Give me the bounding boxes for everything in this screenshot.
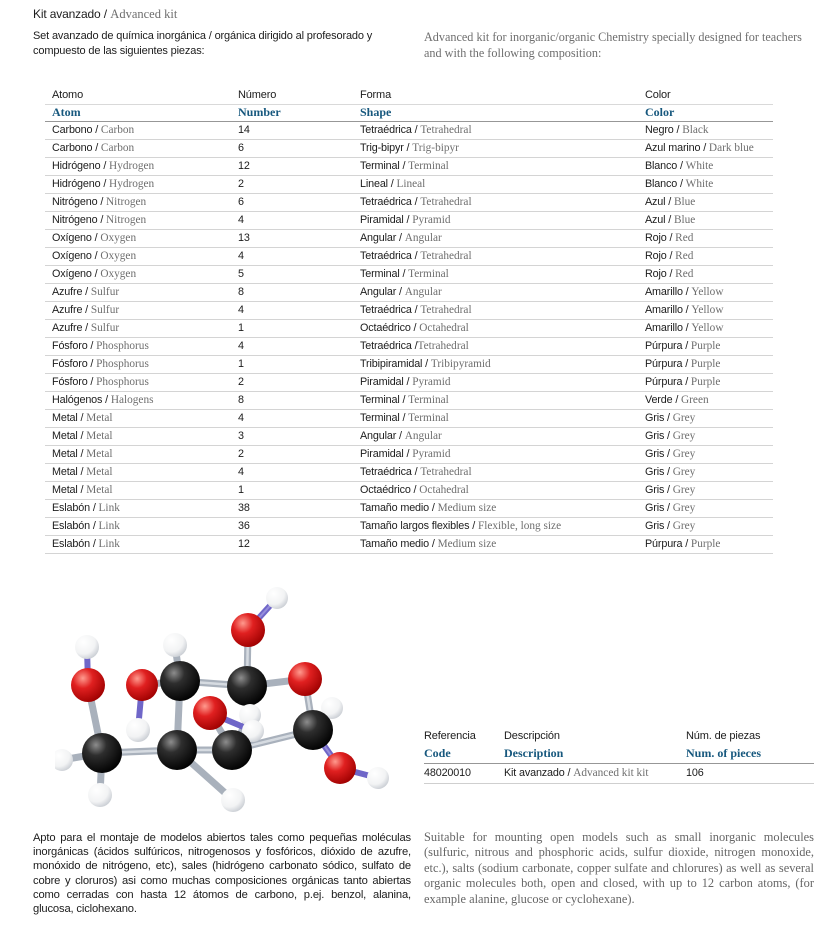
color-cell: Gris / Grey xyxy=(645,448,696,460)
shape-cell: Piramidal / Pyramid xyxy=(360,214,451,226)
atom-cell: Azufre / Sulfur xyxy=(52,322,120,334)
number-cell: 1 xyxy=(238,484,244,496)
number-cell: 4 xyxy=(238,304,244,316)
color-cell: Azul marino / Dark blue xyxy=(645,142,754,154)
shape-cell: Tamaño medio / Medium size xyxy=(360,538,497,550)
parts-table-row xyxy=(45,373,773,391)
parts-table-row xyxy=(45,463,773,481)
number-cell: 1 xyxy=(238,358,244,370)
atom-cell: Nitrógeno / Nitrogen xyxy=(52,196,147,208)
shape-cell: Octaédrico / Octahedral xyxy=(360,322,469,334)
shape-cell: Angular / Angular xyxy=(360,232,442,244)
shape-cell: Tetraédrica / Tetrahedral xyxy=(360,466,472,478)
atom-cell: Eslabón / Link xyxy=(52,538,120,550)
shape-cell: Terminal / Terminal xyxy=(360,412,449,424)
col-header-num-pieces: Num. of pieces xyxy=(686,746,761,761)
number-cell: 8 xyxy=(238,286,244,298)
parts-table-row xyxy=(45,445,773,463)
parts-table-row xyxy=(45,301,773,319)
number-cell: 1 xyxy=(238,322,244,334)
col-header-atom: Atom xyxy=(52,105,81,119)
col-header-numero: Número xyxy=(238,88,277,101)
color-cell: Gris / Grey xyxy=(645,520,696,532)
molecule-atoms xyxy=(55,587,389,812)
number-cell: 12 xyxy=(238,160,250,172)
number-cell: 8 xyxy=(238,394,244,406)
col-header-forma: Forma xyxy=(360,88,392,101)
parts-table-body xyxy=(45,121,773,553)
parts-table-row xyxy=(45,229,773,247)
number-cell: 3 xyxy=(238,430,244,442)
color-cell: Púrpura / Purple xyxy=(645,340,721,352)
shape-cell: Terminal / Terminal xyxy=(360,160,449,172)
parts-table-row xyxy=(45,283,773,301)
product-pieces-cell: 106 xyxy=(686,763,814,783)
parts-table-row xyxy=(45,319,773,337)
parts-table-row xyxy=(45,247,773,265)
parts-table-row xyxy=(45,175,773,193)
number-cell: 12 xyxy=(238,538,250,550)
atom-cell: Metal / Metal xyxy=(52,484,113,496)
atom-cell: Azufre / Sulfur xyxy=(52,304,120,316)
shape-cell: Terminal / Terminal xyxy=(360,394,449,406)
number-cell: 14 xyxy=(238,124,250,136)
color-cell: Azul / Blue xyxy=(645,214,696,226)
atom-cell: Eslabón / Link xyxy=(52,502,120,514)
atom-cell: Azufre / Sulfur xyxy=(52,286,120,298)
number-cell: 4 xyxy=(238,250,244,262)
number-cell: 36 xyxy=(238,520,250,532)
parts-table-row xyxy=(45,535,773,553)
col-header-color-en: Color xyxy=(645,105,675,119)
color-cell: Gris / Grey xyxy=(645,502,696,514)
col-header-atomo: Atomo xyxy=(52,88,84,101)
atom-cell: Oxígeno / Oxygen xyxy=(52,232,137,244)
color-cell: Blanco / White xyxy=(645,178,714,190)
color-cell: Amarillo / Yellow xyxy=(645,286,724,298)
parts-table-row xyxy=(45,121,773,139)
number-cell: 4 xyxy=(238,412,244,424)
atom-cell: Hidrógeno / Hydrogen xyxy=(52,178,155,190)
atom-cell: Nitrógeno / Nitrogen xyxy=(52,214,147,226)
parts-table-row xyxy=(45,391,773,409)
product-table-header-english xyxy=(424,745,814,763)
number-cell: 6 xyxy=(238,196,244,208)
atom-cell: Metal / Metal xyxy=(52,448,113,460)
number-cell: 2 xyxy=(238,448,244,460)
parts-table-row xyxy=(45,481,773,499)
number-cell: 5 xyxy=(238,268,244,280)
product-table-header-spanish xyxy=(424,726,814,745)
parts-table-header-spanish xyxy=(45,86,773,104)
col-header-code: Code xyxy=(424,746,451,761)
col-header-number: Number xyxy=(238,105,281,119)
color-cell: Gris / Grey xyxy=(645,484,696,496)
color-cell: Púrpura / Purple xyxy=(645,376,721,388)
parts-table-header-english xyxy=(45,104,773,121)
parts-table-row xyxy=(45,337,773,355)
col-header-descripcion: Descripción xyxy=(504,729,560,742)
product-code-cell: 48020010 xyxy=(424,763,504,783)
parts-table xyxy=(45,86,773,554)
color-cell: Amarillo / Yellow xyxy=(645,304,724,316)
product-description-cell: Kit avanzado / Advanced kit kit xyxy=(504,763,686,783)
col-header-referencia: Referencia xyxy=(424,729,476,742)
number-cell: 13 xyxy=(238,232,250,244)
shape-cell: Tetraédrica / Tetrahedral xyxy=(360,250,472,262)
shape-cell: Tetraédrica / Tetrahedral xyxy=(360,304,472,316)
shape-cell: Tribipiramidal / Tribipyramid xyxy=(360,358,491,370)
atom-cell: Carbono / Carbon xyxy=(52,142,135,154)
shape-cell: Piramidal / Pyramid xyxy=(360,448,451,460)
page-title-spanish: Kit avanzado / xyxy=(33,7,107,21)
number-cell: 2 xyxy=(238,178,244,190)
col-header-color-es: Color xyxy=(645,88,671,101)
page-title-english: Advanced kit xyxy=(110,7,178,21)
color-cell: Rojo / Red xyxy=(645,250,694,262)
intro-paragraph-english: Advanced kit for inorganic/organic Chemistry specially designed for teachers and with the following composition: xyxy=(424,30,802,60)
shape-cell: Piramidal / Pyramid xyxy=(360,376,451,388)
atom-cell: Oxígeno / Oxygen xyxy=(52,250,137,262)
parts-table-row xyxy=(45,211,773,229)
number-cell: 4 xyxy=(238,214,244,226)
parts-table-row xyxy=(45,193,773,211)
description-paragraph-english: Suitable for mounting open models such as small inorganic molecules (sulfuric, nitrous and phosphoric acids, sulfur dioxide, nitrogen monoxide, etc.), salts (sodium carbonate, copper sulfate and chlorures) as well as several organic molecules both, open and closed, with up to 12 carbon atoms, (for example alanine, glucose or cyclohexane). xyxy=(424,830,814,906)
parts-table-row xyxy=(45,265,773,283)
shape-cell: Tetraédrica / Tetrahedral xyxy=(360,124,472,136)
col-header-shape: Shape xyxy=(360,105,392,119)
atom-cell: Metal / Metal xyxy=(52,430,113,442)
col-header-num-piezas: Núm. de piezas xyxy=(686,729,761,742)
number-cell: 38 xyxy=(238,502,250,514)
atom-cell: Fósforo / Phosphorus xyxy=(52,340,149,352)
color-cell: Púrpura / Purple xyxy=(645,358,721,370)
col-header-description: Description xyxy=(504,746,564,761)
shape-cell: Terminal / Terminal xyxy=(360,268,449,280)
number-cell: 4 xyxy=(238,466,244,478)
parts-table-row xyxy=(45,157,773,175)
parts-table-row xyxy=(45,517,773,535)
color-cell: Azul / Blue xyxy=(645,196,696,208)
atom-cell: Metal / Metal xyxy=(52,412,113,424)
shape-cell: Lineal / Lineal xyxy=(360,178,426,190)
atom-cell: Hidrógeno / Hydrogen xyxy=(52,160,155,172)
atom-cell: Metal / Metal xyxy=(52,466,113,478)
parts-table-row xyxy=(45,427,773,445)
atom-cell: Eslabón / Link xyxy=(52,520,120,532)
atom-cell: Fósforo / Phosphorus xyxy=(52,358,149,370)
number-cell: 6 xyxy=(238,142,244,154)
description-paragraph-spanish: Apto para el montaje de modelos abiertos tales como pequeñas moléculas inorgánicas (ácidos sulfúricos, nitrogenosos y fosfóricos, dióxido de azufre, monóxido de nitrógeno, etc), sales (hidrógeno carbonato sódico, sulfato de cobre y cloruros) asi como muchas composiciones orgánicas tanto abiertas como cerradas con hasta 12 átomos de carbono, p.ej. benzol, alanina, glucosa, ciclohexano. xyxy=(33,832,411,916)
shape-cell: Angular / Angular xyxy=(360,430,442,442)
color-cell: Púrpura / Purple xyxy=(645,538,721,550)
color-cell: Gris / Grey xyxy=(645,466,696,478)
parts-table-row xyxy=(45,409,773,427)
color-cell: Rojo / Red xyxy=(645,232,694,244)
color-cell: Gris / Grey xyxy=(645,412,696,424)
parts-table-row xyxy=(45,139,773,157)
atom-cell: Oxígeno / Oxygen xyxy=(52,268,137,280)
parts-table-row xyxy=(45,499,773,517)
parts-table-row xyxy=(45,355,773,373)
shape-cell: Tetraédrica / Tetrahedral xyxy=(360,196,472,208)
color-cell: Gris / Grey xyxy=(645,430,696,442)
molecule-model-image xyxy=(55,583,405,825)
product-table xyxy=(424,726,814,784)
color-cell: Verde / Green xyxy=(645,394,709,406)
shape-cell: Tamaño largos flexibles / Flexible, long size xyxy=(360,520,562,532)
color-cell: Rojo / Red xyxy=(645,268,694,280)
atom-cell: Carbono / Carbon xyxy=(52,124,135,136)
atom-cell: Halógenos / Halogens xyxy=(52,394,154,406)
shape-cell: Trig-bipyr / Trig-bipyr xyxy=(360,142,459,154)
page-title xyxy=(33,7,177,21)
number-cell: 4 xyxy=(238,340,244,352)
atom-cell: Fósforo / Phosphorus xyxy=(52,376,149,388)
shape-cell: Tetraédrica /Tetrahedral xyxy=(360,340,469,352)
color-cell: Blanco / White xyxy=(645,160,714,172)
shape-cell: Octaédrico / Octahedral xyxy=(360,484,469,496)
number-cell: 2 xyxy=(238,376,244,388)
intro-paragraph-spanish: Set avanzado de química inorgánica / orgánica dirigido al profesorado y compuesto de las siguientes piezas: xyxy=(33,30,373,57)
color-cell: Negro / Black xyxy=(645,124,709,136)
shape-cell: Angular / Angular xyxy=(360,286,442,298)
color-cell: Amarillo / Yellow xyxy=(645,322,724,334)
shape-cell: Tamaño medio / Medium size xyxy=(360,502,497,514)
product-table-row xyxy=(424,763,814,783)
